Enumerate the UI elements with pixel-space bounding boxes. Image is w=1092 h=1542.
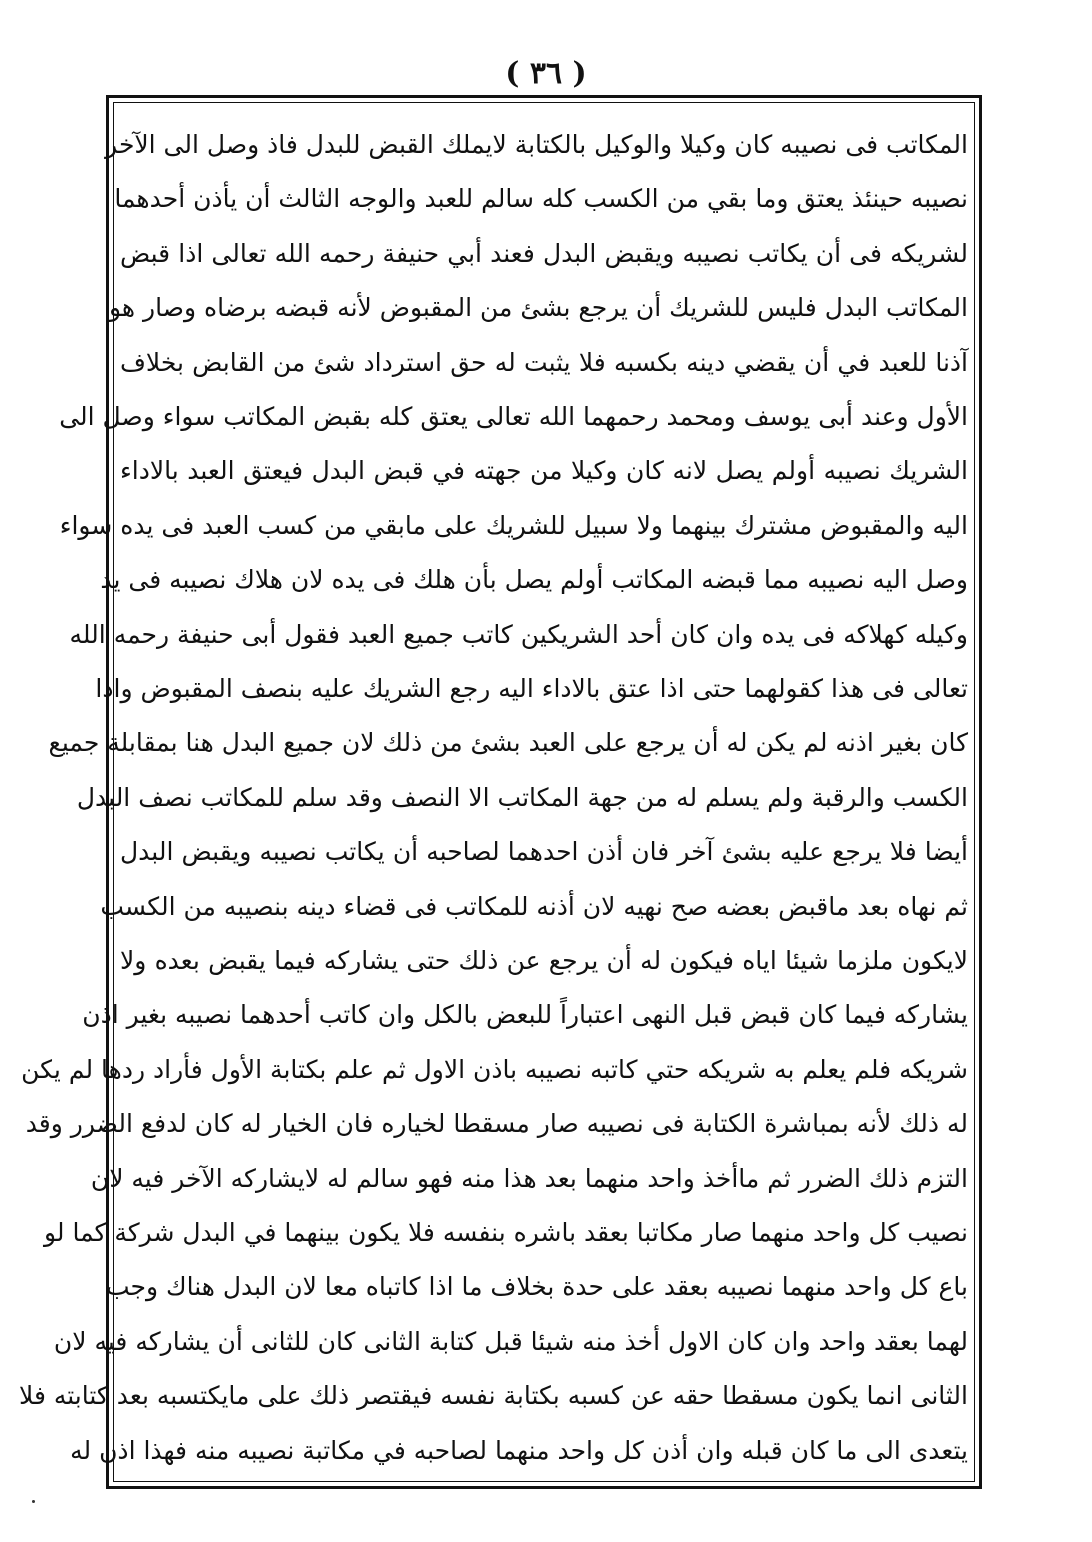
- text-line-24: الثانى انما يكون مسقطا حقه عن كسبه بكتابة نفسه فيقتصر ذلك على مايكتسبه بعد كتابته فلا: [19, 1381, 968, 1411]
- text-line-5: آذنا للعبد في أن يقضي دينه بكسبه فلا يثبت له حق استرداد شئ من القابض بخلاف: [120, 347, 968, 377]
- text-line-23: لهما بعقد واحد وان كان الاول أخذ منه شيئا قبل كتابة الثانى كان للثانى أن يشاركه فيه لان: [53, 1326, 968, 1356]
- text-line-12: كان بغير اذنه لم يكن له أن يرجع على العبد بشئ من ذلك لان جميع البدل هنا بمقابلة جميع: [48, 728, 968, 758]
- text-line-6: الأول وعند أبى يوسف ومحمد رحمهما الله تعالى يعتق كله بقبض المكاتب سواء وصل الى: [59, 402, 968, 431]
- text-line-9: وصل اليه نصيبه مما قبضه المكاتب أولم يصل بأن هلك فى يده لان هلاك نصيبه فى يد: [100, 565, 968, 595]
- text-line-8: اليه والمقبوض مشترك بينهما ولا سبيل للشريك على مابقي من كسب العبد فى يده سواء: [59, 510, 968, 540]
- margin-speck: [32, 1500, 35, 1503]
- text-line-4: المكاتب البدل فليس للشريك أن يرجع بشئ من المقبوض لأنه قبضه برضاه وصار هو: [109, 293, 968, 323]
- text-line-2: نصيبه حينئذ يعتق وما بقي من الكسب كله سالم للعبد والوجه الثالث أن يأذن أحدهما: [114, 184, 968, 214]
- body-text: [19, 118, 968, 1478]
- text-line-20: التزم ذلك الضرر ثم ماأخذ واحد منهما بعد هذا منه فهو سالم له لايشاركه الآخر فيه لان: [90, 1163, 968, 1193]
- text-line-3: لشريكه فى أن يكاتب نصيبه ويقبض البدل فعند أبي حنيفة رحمه الله تعالى اذا قبض: [120, 238, 968, 268]
- text-line-15: ثم نهاه بعد ماقبض بعضه صح نهيه لان أذنه للمكاتب فى قضاء دينه بنصيبه من الكسب: [100, 891, 968, 921]
- text-line-25: يتعدى الى ما كان قبله وان أذن كل واحد منهما لصاحبه في مكاتبة نصيبه منه فهذا اذن له: [70, 1435, 968, 1465]
- text-line-22: باع كل واحد منهما نصيبه بعقد على حدة بخلاف ما اذا كاتباه معا لان البدل هناك وجب: [105, 1272, 968, 1302]
- text-line-11: تعالى فى هذا كقولهما حتى اذا عتق بالاداء اليه رجع الشريك عليه بنصف المقبوض واذا: [95, 674, 968, 703]
- text-line-16: لايكون ملزما شيئا اياه فيكون له أن يرجع عن ذلك حتى يشاركه فيما يقبض بعده ولا: [120, 946, 968, 975]
- text-line-10: وكيله كهلاكه فى يده وان كان أحد الشريكين كاتب جميع العبد فقول أبى حنيفة رحمه الله: [69, 619, 968, 649]
- text-line-1: المكاتب فى نصيبه كان وكيلا والوكيل بالكتابة لايملك القبض للبدل فاذ وصل الى الآخر: [105, 130, 968, 159]
- text-line-14: أيضا فلا يرجع عليه بشئ آخر فان أذن احدهما لصاحبه أن يكاتب نصيبه ويقبض البدل: [120, 837, 968, 867]
- text-line-13: الكسب والرقبة ولم يسلم له من جهة المكاتب الا النصف وقد سلم للمكاتب نصف البدل: [76, 782, 968, 812]
- text-line-18: شريكه فلم يعلم به شريكه حتي كاتبه نصيبه باذن الاول ثم علم بكتابة الأول فأراد ردها لم يكن: [21, 1054, 968, 1084]
- text-line-7: الشريك نصيبه أولم يصل لانه كان وكيلا من جهته في قبض البدل فيعتق العبد بالاداء: [120, 456, 968, 486]
- text-line-21: نصيب كل واحد منهما صار مكاتبا بعقد باشره بنفسه فلا يكون بينهما في البدل شركة كما لو: [43, 1218, 968, 1247]
- text-line-19: له ذلك لأنه بمباشرة الكتابة فى نصيبه صار مسقطا لخياره فان الخيار له كان لدفع الضرر وقد: [25, 1109, 968, 1139]
- page-number: ( ٣٦ ): [505, 56, 587, 91]
- text-line-17: يشاركه فيما كان قبض قبل النهى اعتباراً للبعض بالكل وان كاتب أحدهما نصيبه بغير اذن: [82, 1000, 968, 1030]
